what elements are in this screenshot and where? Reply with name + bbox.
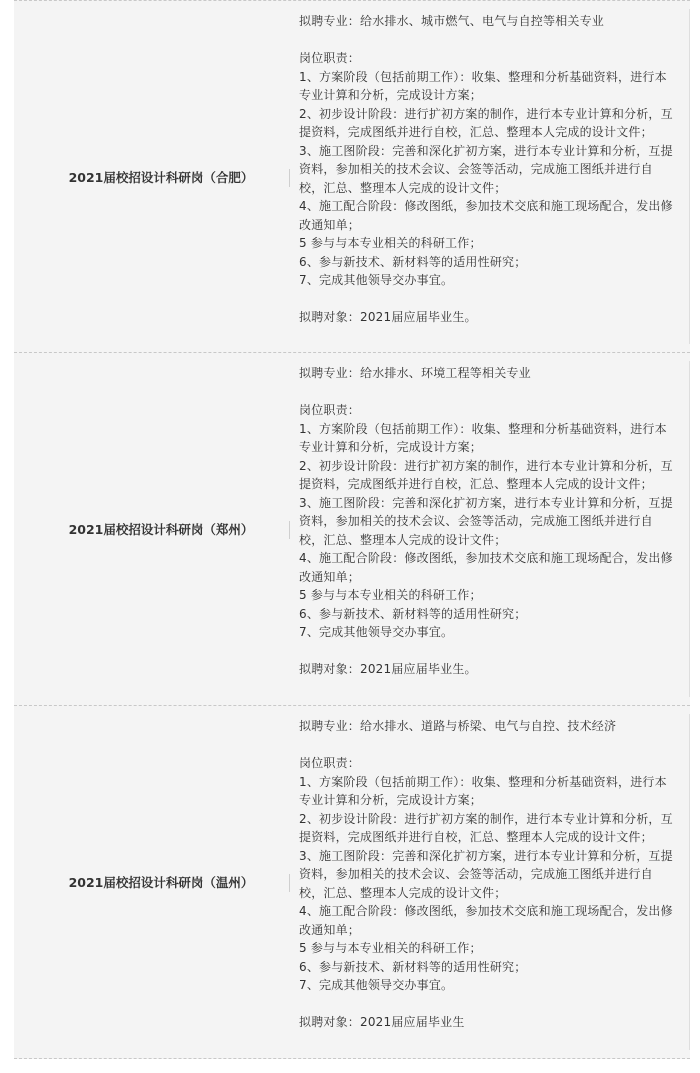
duty-line: 专业计算和分析，完成设计方案； [299,793,483,807]
job-major: 拟聘专业：给水排水、城市燃气、电气与自控等相关专业 [299,14,605,28]
job-major: 拟聘专业：给水排水、道路与桥梁、电气与自控、技术经济 [299,719,617,733]
duty-line: 6、参与新技术、新材料等的适用性研究； [299,254,527,269]
duty-line: 6、参与新技术、新材料等的适用性研究； [299,606,527,621]
duty-line: 4、施工配合阶段：修改图纸，参加技术交底和施工现场配合，发出修 [299,199,673,213]
duty-line: 提资料，完成图纸并进行自校，汇总、整理本人完成的设计文件； [299,477,653,491]
scroll-edge [689,9,690,344]
duty-line: 校，汇总、整理本人完成的设计文件； [299,180,507,195]
duty-line: 资料，参加相关的技术会议、会签等活动，完成施工图纸并进行自 [299,514,653,528]
duty-line: 1、方案阶段（包括前期工作）：收集、整理和分析基础资料，进行本 [299,421,667,436]
job-description [299,12,684,327]
cell-divider [289,169,290,187]
job-target: 拟聘对象：2021届应届毕业生。 [299,662,477,676]
job-major: 拟聘专业：给水排水、环境工程等相关专业 [299,366,531,380]
duty-line: 1、方案阶段（包括前期工作）：收集、整理和分析基础资料，进行本 [299,774,667,789]
duty-list [299,773,684,995]
duty-line: 3、施工图阶段：完善和深化扩初方案，进行本专业计算和分析，互提 [299,495,673,510]
duty-line: 资料，参加相关的技术会议、会签等活动，完成施工图纸并进行自 [299,162,653,176]
duty-line: 改通知单； [299,569,361,584]
duty-line: 资料，参加相关的技术会议、会签等活动，完成施工图纸并进行自 [299,867,653,881]
scroll-edge [689,361,690,697]
duties-heading: 岗位职责： [299,51,361,65]
job-title-cell [14,706,290,1058]
duty-line: 4、施工配合阶段：修改图纸，参加技术交底和施工现场配合，发出修 [299,904,673,918]
job-title: 2021届校招设计科研岗（合肥） [68,169,254,185]
scroll-edge [689,714,690,1050]
duty-line: 专业计算和分析，完成设计方案； [299,88,483,102]
duty-line: 校，汇总、整理本人完成的设计文件； [299,532,507,547]
duty-line: 5 参与与本专业相关的科研工作； [299,588,482,602]
job-title: 2021届校招设计科研岗（温州） [68,875,254,890]
duty-list [299,420,684,642]
duty-line: 4、施工配合阶段：修改图纸，参加技术交底和施工现场配合，发出修 [299,551,673,565]
duty-line: 2、初步设计阶段：进行扩初方案的制作，进行本专业计算和分析，互 [299,106,673,121]
duty-line: 5 参与与本专业相关的科研工作； [299,236,482,250]
job-title-cell [14,353,290,705]
duty-list [299,68,684,290]
job-description [299,364,684,679]
duty-line: 提资料，完成图纸并进行自校，汇总、整理本人完成的设计文件； [299,830,653,844]
spacer [299,642,684,661]
job-description [299,717,684,1032]
duty-line: 校，汇总、整理本人完成的设计文件； [299,885,507,900]
spacer [299,383,684,402]
duties-heading: 岗位职责： [299,403,361,417]
duties-heading: 岗位职责： [299,756,361,770]
job-table [14,0,690,1059]
spacer [299,736,684,755]
spacer [299,290,684,309]
duty-line: 7、完成其他领导交办事宜。 [299,625,454,639]
cell-divider [289,521,290,539]
job-title: 2021届校招设计科研岗（郑州） [68,522,254,537]
duty-line: 3、施工图阶段：完善和深化扩初方案，进行本专业计算和分析，互提 [299,143,673,158]
job-row-1 [14,0,690,353]
cell-divider [289,874,290,892]
spacer [299,995,684,1014]
job-row-2 [14,353,690,706]
duty-line: 2、初步设计阶段：进行扩初方案的制作，进行本专业计算和分析，互 [299,458,673,473]
job-row-3 [14,706,690,1059]
duty-line: 改通知单； [299,217,361,232]
duty-line: 7、完成其他领导交办事宜。 [299,273,454,287]
job-target: 拟聘对象：2021届应届毕业生 [299,1015,465,1029]
duty-line: 专业计算和分析，完成设计方案； [299,440,483,454]
duty-line: 改通知单； [299,922,361,937]
duty-line: 3、施工图阶段：完善和深化扩初方案，进行本专业计算和分析，互提 [299,848,673,863]
duty-line: 2、初步设计阶段：进行扩初方案的制作，进行本专业计算和分析，互 [299,811,673,826]
job-target: 拟聘对象：2021届应届毕业生。 [299,310,477,324]
duty-line: 5 参与与本专业相关的科研工作； [299,941,482,955]
duty-line: 1、方案阶段（包括前期工作）：收集、整理和分析基础资料，进行本 [299,69,667,84]
duty-line: 6、参与新技术、新材料等的适用性研究； [299,959,527,974]
duty-line: 7、完成其他领导交办事宜。 [299,978,454,992]
spacer [299,31,684,50]
duty-line: 提资料，完成图纸并进行自校，汇总、整理本人完成的设计文件； [299,125,653,139]
job-title-cell [14,1,290,352]
